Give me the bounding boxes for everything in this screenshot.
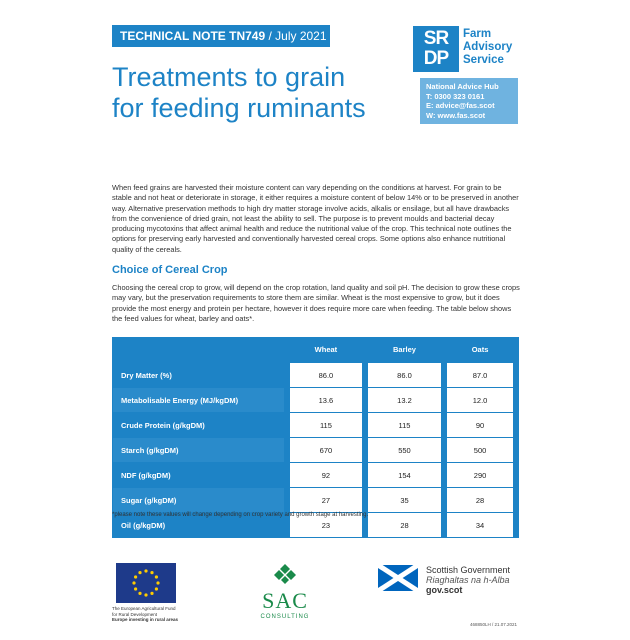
contact-heading: National Advice Hub <box>426 82 499 91</box>
srdp-monogram <box>413 26 459 72</box>
contact-phone: T: 0300 323 0161 <box>426 91 485 101</box>
feed-values-table <box>112 337 519 538</box>
saltire-icon <box>378 565 418 591</box>
cell-value: 87.0 <box>444 363 516 388</box>
scot-gov-line-3: gov.scot <box>426 585 463 595</box>
eu-caption <box>112 606 184 623</box>
title-line-1: Treatments to grain <box>112 62 346 92</box>
contact-box <box>420 78 518 124</box>
cell-value: 115 <box>287 413 365 438</box>
eu-caption-line-3: Europe investing in rural areas <box>112 617 179 622</box>
contact-email[interactable]: E: advice@fas.scot <box>426 101 495 110</box>
monogram-bottom: DP <box>423 48 449 69</box>
section-heading: Choice of Cereal Crop <box>112 264 228 276</box>
table-header-wheat: Wheat <box>314 345 338 354</box>
scot-gov-line-2: Riaghaltas na h-Alba <box>426 575 510 585</box>
scottish-government-logo <box>378 565 528 595</box>
table-row <box>113 438 517 463</box>
eu-logo <box>112 563 184 623</box>
cell-value: 670 <box>287 438 365 463</box>
table-header-row <box>113 337 517 363</box>
note-label: TECHNICAL NOTE TN749 <box>120 29 266 43</box>
row-label: Starch (g/kgDM) <box>113 438 288 463</box>
eu-stars-icon <box>116 563 176 603</box>
cell-value: 13.6 <box>287 388 365 413</box>
cell-value: 86.0 <box>287 363 365 388</box>
cell-value: 115 <box>365 413 444 438</box>
fas-name-line-2: Advisory <box>463 41 513 53</box>
eu-caption-line-1: The European Agricultural Fund <box>112 606 176 611</box>
scottish-government-text <box>426 565 510 595</box>
section-paragraph: Choosing the cereal crop to grow, will depend on the crop rotation, land quality and soil pH. The decision to grow these crops may vary, but the preservation requirements to store them are similar. Wheat is the most expensive to grow, but it does provide the most energy and protein per hectare, however it does require more care when feeding. The table below shows the feed values for wheat, barley and oats*. <box>112 283 520 323</box>
cell-value: 90 <box>444 413 516 438</box>
row-label: Oil (g/kgDM) <box>113 513 288 538</box>
table-footnote: *please note these values will change depending on crop variety and growth stage at harvesting. <box>112 512 369 518</box>
fas-logo <box>413 26 518 74</box>
cell-value: 27 <box>287 488 365 513</box>
contact-web[interactable]: W: www.fas.scot <box>426 110 486 120</box>
title-line-2: for feeding ruminants <box>112 93 366 123</box>
row-label: NDF (g/kgDM) <box>113 463 288 488</box>
table-header-barley: Barley <box>393 345 416 354</box>
eu-flag-icon <box>116 563 176 603</box>
cell-value: 290 <box>444 463 516 488</box>
fas-name-line-3: Service <box>463 54 504 66</box>
sac-subtitle: CONSULTING <box>260 614 310 620</box>
document-reference: 468850LH / 21.07.2021 <box>470 622 518 627</box>
intro-paragraph: When feed grains are harvested their moisture content can vary depending on the conditions at harvest. For grain to be stable and not heat or deteriorate in storage, it either requires a moisture content of below 14% or to be preserved in another way. Alternative preservation methods to high dry matter storage involve acids, alkalis or ensilage, but all have drawbacks from the convenience of dried grain, not least the ability to sell. The purpose is to prevent moulds and bacterial decay producing mycotoxins that affect animal health and reduce the nutritional value of the crop. This technical note outlines the options for preserving early harvested and conventionally harvested cereal crops. Some options also enhance nutritional quality of the cereals. <box>112 183 519 254</box>
sac-name: SAC <box>262 588 308 613</box>
cell-value: 13.2 <box>365 388 444 413</box>
cell-value: 500 <box>444 438 516 463</box>
table-row <box>113 388 517 413</box>
table-row <box>113 463 517 488</box>
note-date: July 2021 <box>275 29 327 43</box>
cell-value: 92 <box>287 463 365 488</box>
sac-logo <box>255 563 315 620</box>
cell-value: 34 <box>444 513 516 538</box>
cell-value: 86.0 <box>365 363 444 388</box>
sac-diamond-icon <box>270 563 300 585</box>
cell-value: 28 <box>444 488 516 513</box>
table-header-oats: Oats <box>471 345 489 354</box>
saltire-cross-icon <box>378 565 418 591</box>
technical-note-banner <box>112 25 330 47</box>
table-row <box>113 488 517 513</box>
row-label: Crude Protein (g/kgDM) <box>113 413 288 438</box>
scot-gov-line-1: Scottish Government <box>426 565 511 575</box>
monogram-top: SR <box>423 28 449 49</box>
row-label: Metabolisable Energy (MJ/kgDM) <box>113 388 288 413</box>
table-header-empty <box>113 337 288 363</box>
row-label: Dry Matter (%) <box>113 363 288 388</box>
cell-value: 12.0 <box>444 388 516 413</box>
eu-caption-line-2: for Rural Development <box>112 611 158 617</box>
cell-value: 28 <box>365 513 444 538</box>
fas-name-line-1: Farm <box>463 28 492 40</box>
cell-value: 154 <box>365 463 444 488</box>
cell-value: 550 <box>365 438 444 463</box>
table-row <box>113 363 517 388</box>
page-title <box>112 62 402 124</box>
row-label: Sugar (g/kgDM) <box>113 488 288 513</box>
cell-value: 23 <box>287 513 365 538</box>
cell-value: 35 <box>365 488 444 513</box>
table-row <box>113 413 517 438</box>
fas-name <box>463 28 533 67</box>
banner-separator: / <box>268 29 276 43</box>
